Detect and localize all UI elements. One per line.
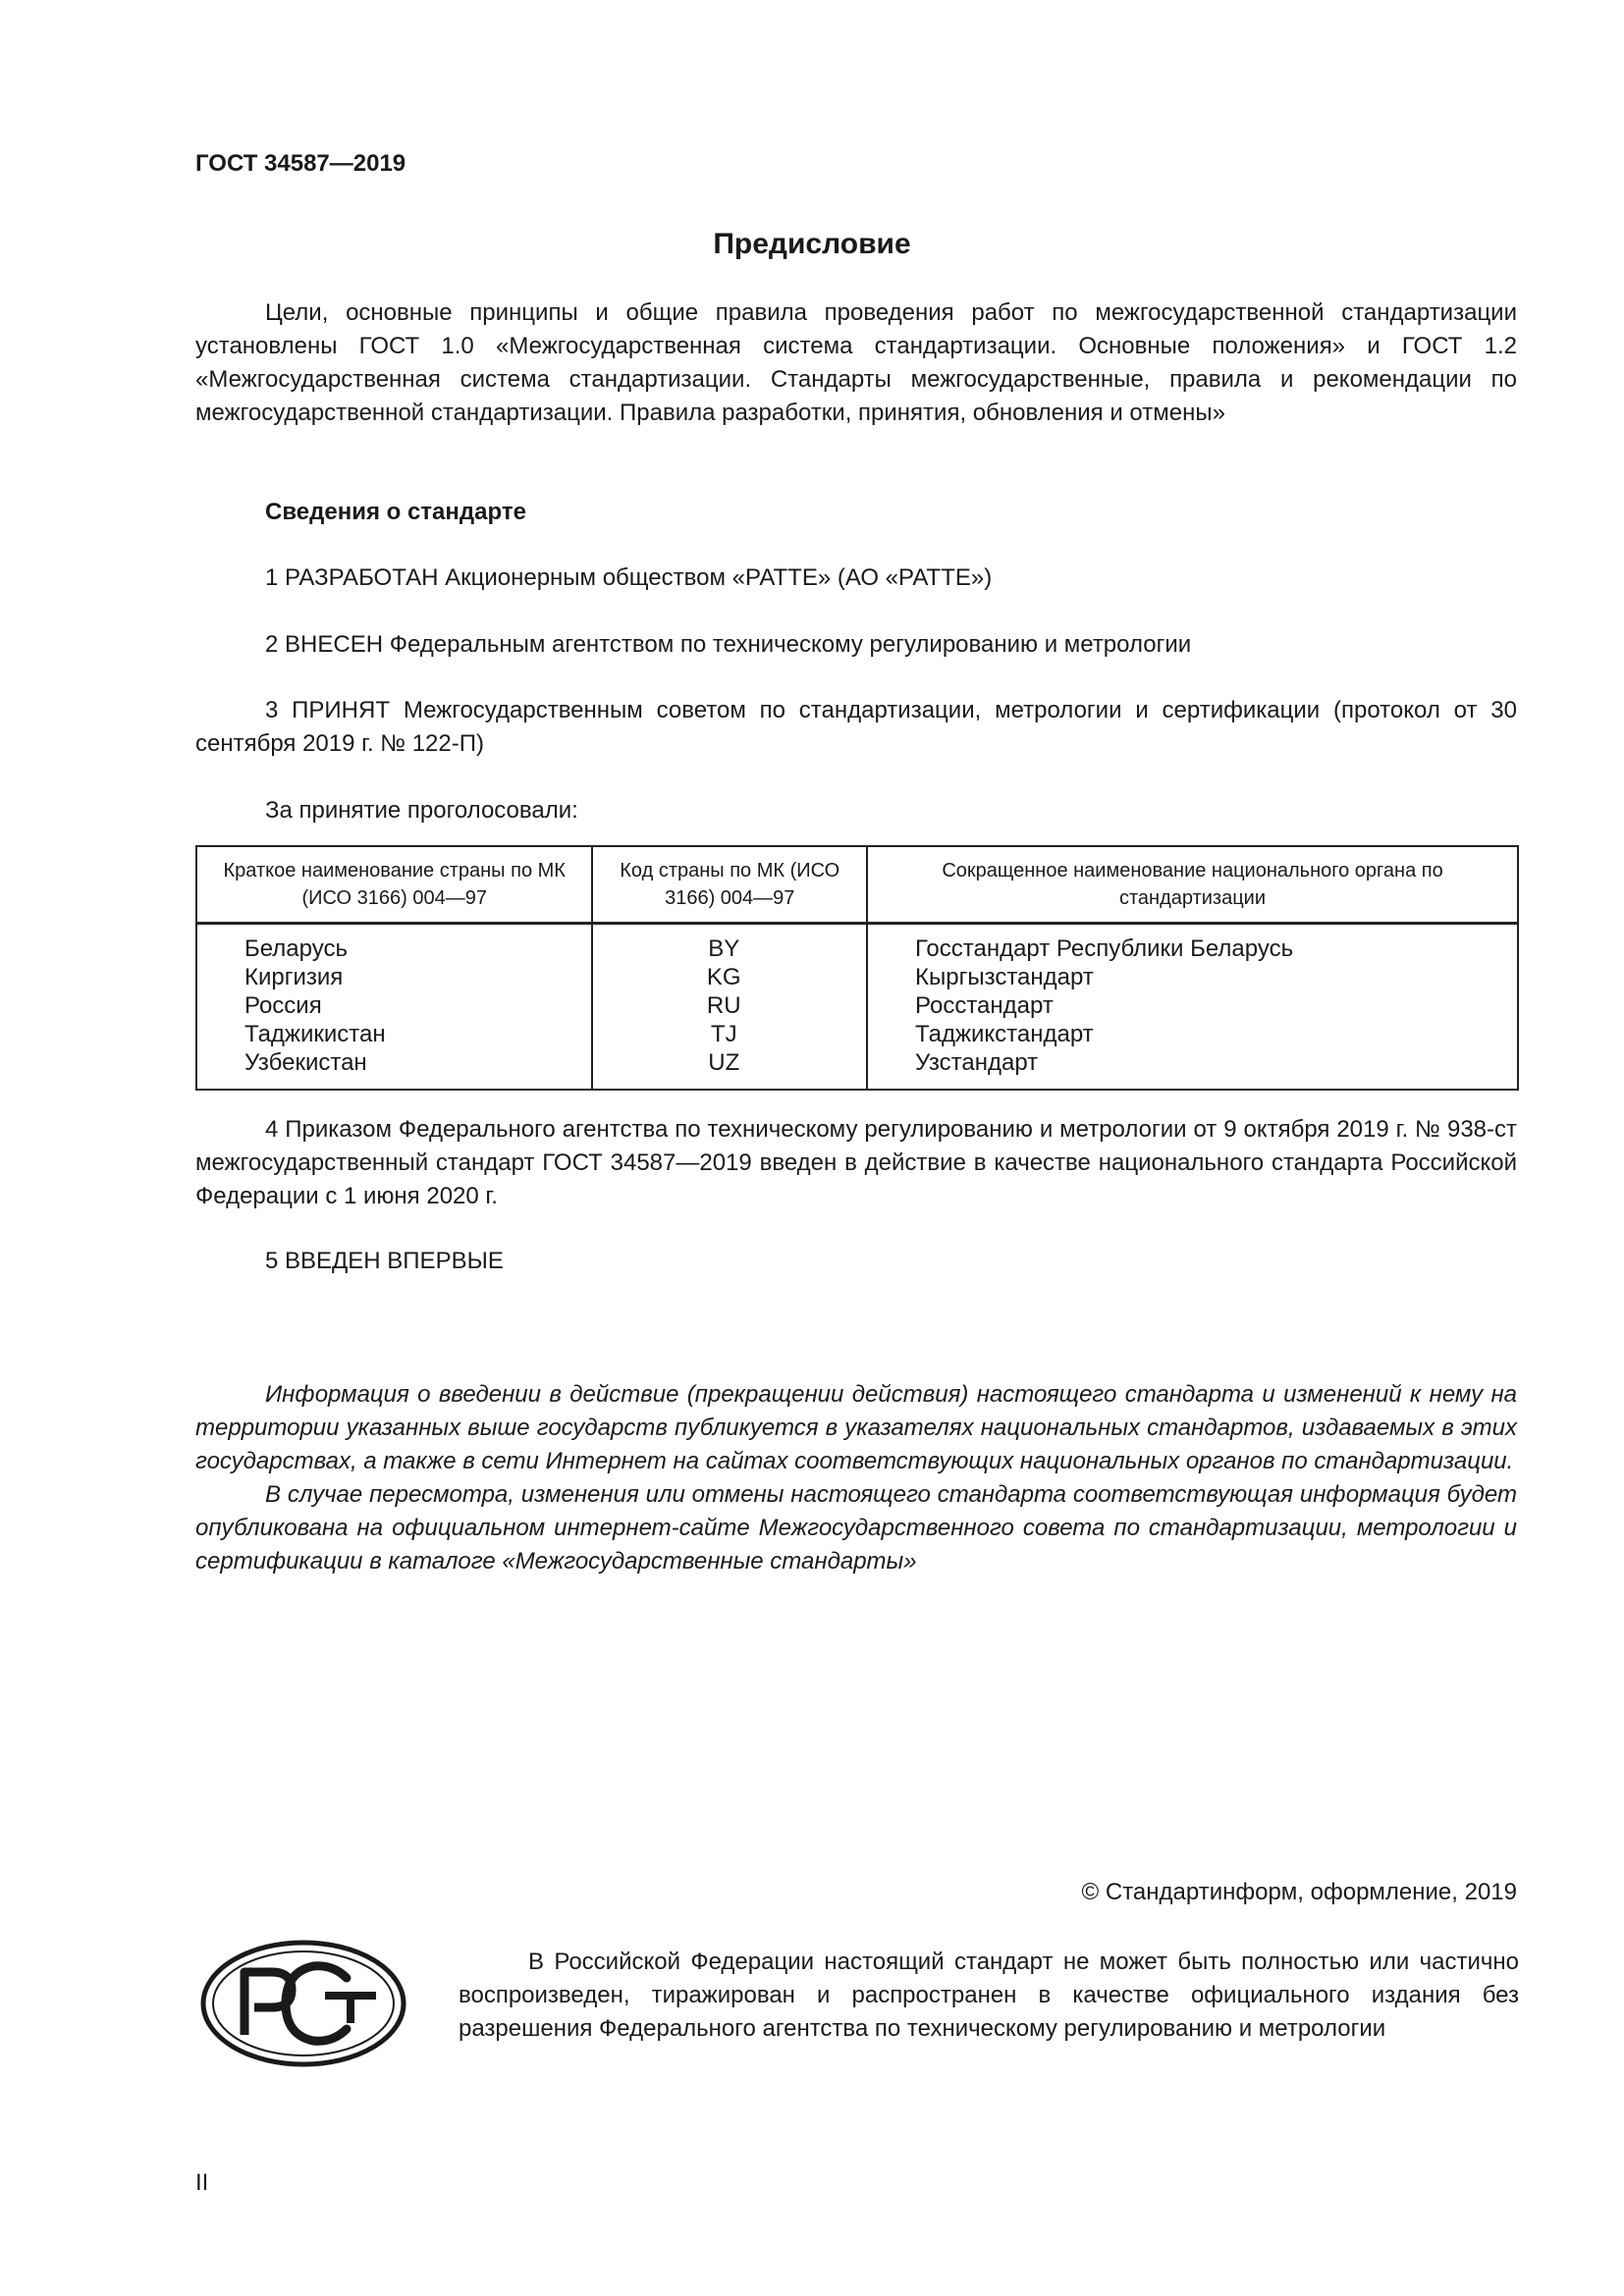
item-4-block [195,1113,1517,1213]
item-1-block [195,561,1517,595]
voted-label: За принятие проголосовали: [265,797,578,824]
country-name: Беларусь [244,935,348,962]
standards-body: Узстандарт [915,1049,1039,1076]
standards-body: Росстандарт [915,992,1054,1019]
info-heading: Сведения о стандарте [265,499,526,525]
header-standards-body: Сокращенное наименование национального органа по стандартизации [867,846,1518,924]
country-code: KG [706,964,741,990]
country-name: Киргизия [244,964,344,990]
code-column [592,924,867,1091]
body-column [867,924,1518,1091]
reproduction-notice: В Российской Федерации настоящий стандарт не может быть полностью или частично воспроизведен, тиражирован и распространен в качестве официального издания без разрешения Федерального агентства по техническому регулированию и метрологии [459,1949,1519,2042]
rst-certification-mark-icon [199,1939,407,2073]
item-1: 1 РАЗРАБОТАН Акционерным обществом «РАТТЕ» (АО «РАТТЕ») [265,564,993,591]
standards-body: Кыргызстандарт [915,964,1094,990]
country-code: RU [706,992,741,1019]
country-column [196,924,592,1091]
table-row [196,924,1518,1091]
country-code: BY [708,935,740,962]
page-number: II [195,2169,209,2196]
standards-body: Госстандарт Республики Беларусь [915,935,1294,962]
item-5: 5 ВВЕДЕН ВПЕРВЫЕ [265,1248,504,1274]
item-4: 4 Приказом Федерального агентства по техническому регулированию и метрологии от 9 октября 2019 г. № 938-ст межгосударственный стандарт ГОСТ 34587—2019 введен в действие в качестве национального стандарта Российской Федерации с 1 июня 2020 г. [195,1116,1517,1209]
header-country-name: Краткое наименование страны по МК (ИСО 3166) 004—97 [196,846,592,924]
country-code: UZ [708,1049,740,1076]
copyright: © Стандартинформ, оформление, 2019 [1081,1879,1517,1905]
country-name: Таджикистан [244,1021,386,1047]
revision-notice: В случае пересмотра, изменения или отмены настоящего стандарта соответствующая информация будет опубликована на официальном интернет-сайте Межгосударственного совета по стандартизации, метрологии и сертификации в каталоге «Межгосударственные стандарты» [195,1481,1517,1575]
country-name: Узбекистан [244,1049,367,1076]
item-2: 2 ВНЕСЕН Федеральным агентством по техническому регулированию и метрологии [265,631,1192,658]
standard-code: ГОСТ 34587—2019 [195,150,406,177]
item-2-block [195,628,1517,662]
standards-body: Таджикстандарт [915,1021,1094,1047]
foreword-intro: Цели, основные принципы и общие правила проведения работ по межгосударственной стандартизации установлены ГОСТ 1.0 «Межгосударственная система стандартизации. Основные положения» и ГОСТ 1.2 «Межгосударственная система стандартизации. Стандарты межгосударственные, правила и рекомендации по межгосударственной стандартизации. Правила разработки, принятия, обновления и отмены» [195,299,1517,426]
voted-label-block [195,794,1517,828]
info-notice-block [195,1378,1517,1578]
info-heading-block [195,499,1517,526]
header-country-code: Код страны по МК (ИСО 3166) 004—97 [592,846,867,924]
foreword-title: Предисловие [713,228,911,260]
item-3: 3 ПРИНЯТ Межгосударственным советом по стандартизации, метрологии и сертификации (протокол от 30 сентября 2019 г. № 122-П) [195,697,1517,757]
foreword-intro-block [195,296,1517,430]
country-name: Россия [244,992,322,1019]
votes-table [195,845,1519,1091]
country-code: TJ [710,1021,737,1047]
item-3-block [195,694,1517,761]
info-notice: Информация о введении в действие (прекращении действия) настоящего стандарта и изменений к нему на территории указанных выше государств публикуется в указателях национальных стандартов, издаваемых в этих государствах, а также в сети Интернет на сайтах соответствующих национальных органов по стандартизации. [195,1381,1517,1474]
item-5-block [195,1245,1517,1278]
